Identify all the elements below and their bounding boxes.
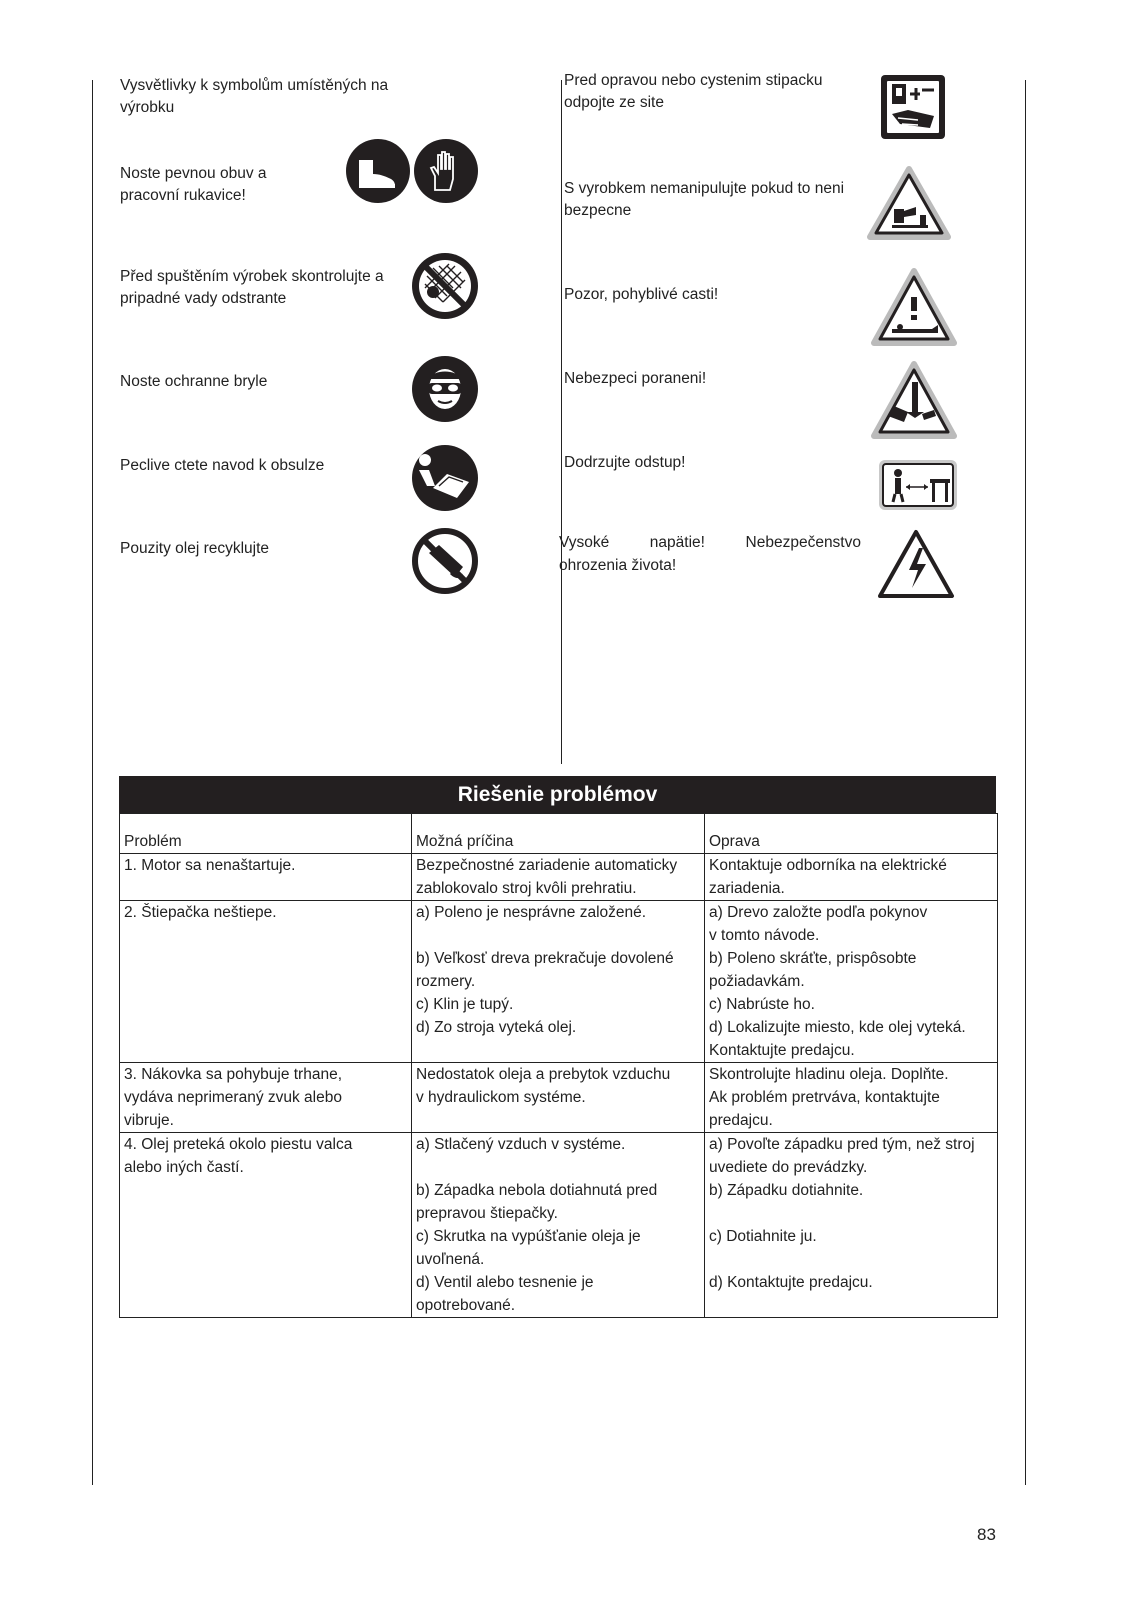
keep-distance-icon [878,459,958,511]
symbol-text-inspect [120,266,384,310]
table-cell-problem [120,854,412,901]
cell-line: b) Poleno skráťte, prispôsobte [709,950,917,967]
cell-line: prepravou štiepačky. [416,1205,558,1222]
symbol-text-line: Pouzity olej recyklujte [120,540,270,557]
cell-line: vibruje. [124,1112,174,1129]
warning-text-high-voltage-2 [559,555,676,577]
cell-line: c) Klin je tupý. [416,996,514,1013]
cell-line: b) Západka nebola dotiahnutá pred [416,1182,658,1199]
cell-line: d) Zo stroja vyteká olej. [416,1019,577,1036]
cell-line: 3. Nákovka sa pohybuje trhane, [124,1066,342,1083]
cell-line [709,1248,993,1271]
warning-text-unplug [564,70,822,114]
cell-line [709,1202,993,1225]
warning-text-line: odpojte ze site [564,94,664,111]
cell-line: rozmery. [416,973,476,990]
cell-line: Ak problém pretrváva, kontaktujte [709,1089,940,1106]
table-cell-cause [412,1063,705,1133]
symbols-heading-line: výrobku [120,99,175,116]
cell-line: d) Ventil alebo tesnenie je [416,1274,594,1291]
read-manual-icon [411,444,479,512]
table-header-row [120,814,998,854]
cell-line: d) Kontaktujte predajcu. [709,1274,873,1291]
table-cell-problem [120,901,412,1063]
cell-line: d) Lokalizujte miesto, kde olej vyteká. [709,1019,966,1036]
cell-line: a) Drevo založte podľa pokynov [709,904,928,921]
oil-recycle-icon [411,527,479,595]
cell-line [416,1156,700,1179]
table-cell-fix [705,1133,998,1318]
symbol-text-manual [120,455,324,477]
warning-text-distance [564,452,686,474]
table-row [120,1133,998,1318]
cell-line: 2. Štiepačka neštiepe. [124,904,277,921]
symbol-text-line: pracovní rukavice! [120,187,246,204]
table-cell-cause [412,854,705,901]
cell-line: Bezpečnostné zariadenie automaticky [416,857,678,874]
cell-line: vydáva neprimeraný zvuk alebo [124,1089,342,1106]
cell-line: 4. Olej preteká okolo piestu valca [124,1136,353,1153]
cell-line: a) Povoľte západku pred tým, než stroj [709,1136,975,1153]
table-row [120,854,998,901]
high-voltage-icon [876,528,956,600]
page-number: 83 [977,1525,996,1544]
symbol-text-line: pripadné vady odstrante [120,290,287,307]
cell-line: uvediete do prevádzky. [709,1159,868,1176]
cell-line: opotrebované. [416,1297,516,1314]
symbol-text-line: Noste ochranne bryle [120,373,268,390]
cell-line: Skontrolujte hladinu oleja. Doplňte. [709,1066,949,1083]
cell-line: predajcu. [709,1112,773,1129]
injury-warning-icon [870,360,958,442]
warning-text-line: Pozor, pohyblivé casti! [564,286,719,303]
symbol-text-line: Před spuštěním výrobek skontrolujte a [120,268,384,285]
warning-text-handling [564,178,844,222]
cell-line: b) Západku dotiahnite. [709,1182,864,1199]
cell-line: zablokovalo stroj kvôli prehratiu. [416,880,637,897]
handling-warning-icon [866,165,952,243]
safety-gloves-icon [413,138,479,204]
cell-line: c) Dotiahnite ju. [709,1228,817,1245]
symbols-heading-line: Vysvětlivky k symbolům umístěných na [120,77,389,94]
symbol-text-line: Peclive ctete navod k obsulze [120,457,325,474]
table-cell-problem [120,1133,412,1318]
table-cell-fix [705,854,998,901]
warning-text-line: ohrozenia života! [559,557,677,574]
left-margin-rule [92,80,93,1485]
table-cell-problem [120,1063,412,1133]
inspect-device-icon [411,252,479,320]
warning-text-moving-parts [564,284,718,306]
safety-boot-icon [345,138,411,204]
symbols-heading [120,75,440,119]
cell-line: 1. Motor sa nenaštartuje. [124,857,296,874]
cell-line: v hydraulickom systéme. [416,1089,586,1106]
warning-text-line: bezpecne [564,202,632,219]
symbol-text-line: Noste pevnou obuv a [120,165,267,182]
troubleshooting-table [119,813,998,1318]
warning-text-line: Pred opravou nebo cystenim stipacku [564,72,823,89]
table-cell-cause [412,1133,705,1318]
safety-goggles-icon [411,355,479,423]
table-cell-fix [705,901,998,1063]
right-margin-rule [1025,80,1026,1485]
cell-line: v tomto návode. [709,927,820,944]
unplug-before-service-icon [880,74,946,140]
warning-text-injury [564,368,706,390]
table-row [120,901,998,1063]
table-row [120,1063,998,1133]
warning-text-line: Nebezpeci poraneni! [564,370,707,387]
header-cause: Možná príčina [412,814,705,854]
table-cell-fix [705,1063,998,1133]
cell-line: zariadenia. [709,880,785,897]
troubleshooting-title: Riešenie problémov [119,776,996,813]
cell-line: Nedostatok oleja a prebytok vzduchu [416,1066,671,1083]
header-problem: Problém [120,814,412,854]
cell-line [416,924,700,947]
cell-line: c) Nabrúste ho. [709,996,815,1013]
cell-line: c) Skrutka na vypúšťanie oleja je [416,1228,641,1245]
cell-line: uvoľnená. [416,1251,485,1268]
header-fix: Oprava [705,814,998,854]
cell-line: požiadavkám. [709,973,805,990]
cell-line: a) Poleno je nesprávne založené. [416,904,647,921]
table-cell-cause [412,901,705,1063]
cell-line: Kontaktujte predajcu. [709,1042,855,1059]
cell-line: a) Stlačený vzduch v systéme. [416,1136,626,1153]
warning-text-high-voltage [559,532,861,554]
warning-text-line: Dodrzujte odstup! [564,454,686,471]
warning-text-line: Vysoké napätie! Nebezpečenstvo [559,534,861,551]
cell-line: alebo iných častí. [124,1159,244,1176]
symbol-text-boots-gloves [120,163,267,207]
moving-parts-warning-icon [870,267,958,349]
warning-text-line: S vyrobkem nemanipulujte pokud to neni [564,180,845,197]
column-divider-rule [561,80,562,764]
troubleshooting-table-body [120,854,998,1318]
cell-line: b) Veľkosť dreva prekračuje dovolené [416,950,674,967]
symbol-text-goggles [120,371,267,393]
cell-line: Kontaktuje odborníka na elektrické [709,857,947,874]
symbol-text-oil [120,538,269,560]
